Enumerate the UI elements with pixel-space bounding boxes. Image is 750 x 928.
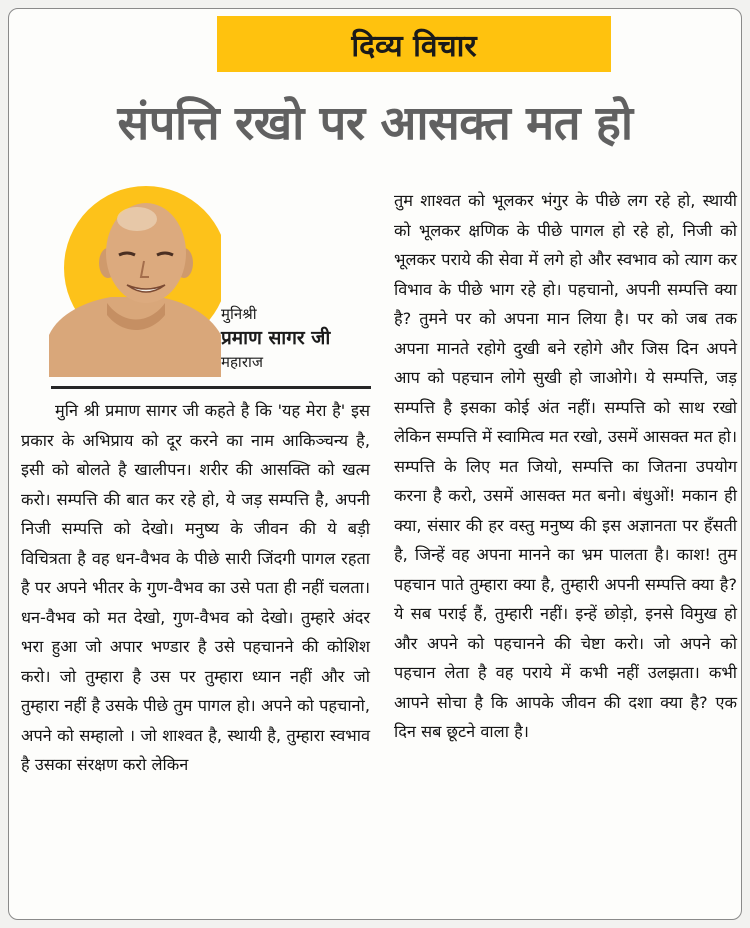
- article-column-right: [394, 186, 737, 747]
- author-suffix: महाराज: [221, 353, 263, 371]
- article-column-left: [21, 396, 370, 780]
- author-portrait: [49, 185, 221, 377]
- author-byline: [221, 303, 371, 373]
- section-label: दिव्य विचार: [351, 28, 477, 64]
- section-banner: [217, 16, 611, 72]
- author-name: प्रमाण सागर जी: [221, 327, 331, 349]
- newspaper-clipping: [8, 8, 742, 920]
- article-paragraph-left: मुनि श्री प्रमाण सागर जी कहते है कि 'यह मेरा है' इस प्रकार के अभिप्राय को दूर करने का नाम आकिञ्चन्य है, इसी को बोलते है खालीपन। शरीर की आसक्ति को खत्म करो। सम्पत्ति की बात कर रहे हो, ये जड़ सम्पत्ति है, अपनी निजी सम्पत्ति को देखो। मनुष्य के जीवन की ये बड़ी विचित्रता है वह धन-वैभव के पीछे सारी जिंदगी पागल रहता है पर अपने भीतर के गुण-वैभव का उसे पता ही नहीं चलता। धन-वैभव को मत देखो, गुण-वैभव को देखो। तुम्हारे अंदर भरा हुआ जो अपार भण्डार है उसे पहचानने की कोशिश करो। जो तुम्हारा है उस पर तुम्हारा ध्यान नहीं और जो तुम्हारा नहीं है उसके पीछे तुम पागल हो। अपने को पहचानो, अपने को सम्हालो । जो शाश्वत है, स्थायी है, तुम्हारा स्वभाव है उसका संरक्षण करो लेकिन: [21, 401, 370, 774]
- author-prefix: मुनिश्री: [221, 305, 257, 323]
- divider-rule: [51, 386, 371, 389]
- headline: संपत्ति रखो पर आसक्त मत हो: [117, 96, 633, 151]
- article-paragraph-right: तुम शाश्वत को भूलकर भंगुर के पीछे लग रहे हो, स्थायी को भूलकर क्षणिक के पीछे पागल हो रहे हो, निजी को भूलकर पराये की सेवा में लगे हो और स्वभाव को त्याग कर विभाव के पीछे भाग रहे हो। पहचानो, अपनी सम्पत्ति क्या है? तुमने पर को अपना मान लिया है। पर को जब तक अपना मानते रहोगे दुखी बने रहोगे और जिस दिन अपने आप को पहचान लोगे सुखी हो जाओगे। ये सम्पत्ति, जड़ सम्पत्ति है इसका कोई अंत नहीं। सम्पत्ति को साथ रखो लेकिन सम्पत्ति में स्वामित्व मत रखो, उसमें आसक्त मत हो। सम्पत्ति के लिए मत जियो, सम्पत्ति का जितना उपयोग करना है करो, उसमें आसक्त मत बनो। बंधुओं! मकान ही क्या, संसार की हर वस्तु मनुष्य की इस अज्ञानता पर हँसती है, जिन्हें वह अपना मानने का भ्रम पालता है। काश! तुम पहचान पाते तुम्हारा क्या है, तुम्हारी अपनी सम्पत्ति क्या है? ये सब पराई हैं, तुम्हारी नहीं। इन्हें छोड़ो, इनसे विमुख हो और अपने को पहचानने की चेष्टा करो। जो अपने को पहचान लेता है वह पराये में कभी नहीं उलझता। कभी आपने सोचा है कि आपके जीवन की दशा क्या है? एक दिन सब छूटने वाला है।: [394, 191, 737, 741]
